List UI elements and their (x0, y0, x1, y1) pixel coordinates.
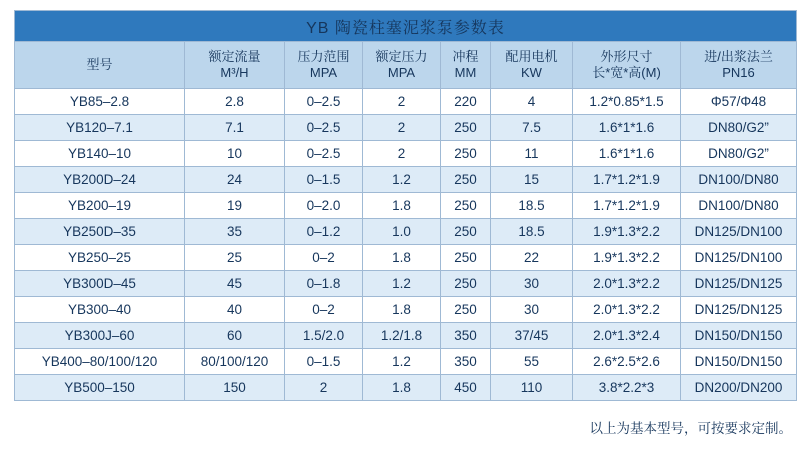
column-header-flange-line2: PN16 (722, 65, 755, 80)
cell-motor: 18.5 (491, 193, 573, 219)
table-row (15, 167, 797, 193)
cell-rated-pressure: 1.8 (363, 297, 441, 323)
cell-motor: 18.5 (491, 219, 573, 245)
table-row (15, 375, 797, 401)
cell-pressure-range: 0–1.5 (285, 167, 363, 193)
cell-stroke: 350 (441, 323, 491, 349)
cell-model: YB300–40 (15, 297, 185, 323)
column-header-pressure-range-line2: MPA (309, 65, 338, 80)
cell-dimensions: 1.7*1.2*1.9 (573, 193, 681, 219)
column-header-flange (681, 42, 797, 89)
cell-pressure-range: 0–2 (285, 245, 363, 271)
cell-flange: DN80/G2” (681, 115, 797, 141)
cell-model: YB400–80/100/120 (15, 349, 185, 375)
cell-dimensions: 1.7*1.2*1.9 (573, 167, 681, 193)
cell-stroke: 250 (441, 141, 491, 167)
cell-model: YB200D–24 (15, 167, 185, 193)
cell-motor: 55 (491, 349, 573, 375)
cell-pressure-range: 0–1.2 (285, 219, 363, 245)
column-header-dimensions-line2: 长*宽*高(M) (592, 65, 661, 80)
spec-table (14, 10, 797, 401)
table-row (15, 89, 797, 115)
cell-pressure-range: 2 (285, 375, 363, 401)
cell-dimensions: 1.9*1.3*2.2 (573, 245, 681, 271)
cell-dimensions: 1.6*1*1.6 (573, 115, 681, 141)
column-header-model (15, 42, 185, 89)
cell-dimensions: 1.2*0.85*1.5 (573, 89, 681, 115)
cell-flow: 35 (185, 219, 285, 245)
cell-flow: 19 (185, 193, 285, 219)
cell-model: YB250–25 (15, 245, 185, 271)
cell-flange: DN125/DN125 (681, 297, 797, 323)
footnote: 以上为基本型号，可按要求定制。 (589, 421, 792, 436)
cell-dimensions: 2.0*1.3*2.2 (573, 271, 681, 297)
table-row (15, 297, 797, 323)
cell-pressure-range: 0–2.0 (285, 193, 363, 219)
cell-flange: DN100/DN80 (681, 193, 797, 219)
cell-stroke: 250 (441, 271, 491, 297)
table-row (15, 349, 797, 375)
table-row (15, 219, 797, 245)
cell-rated-pressure: 2 (363, 89, 441, 115)
cell-rated-pressure: 1.0 (363, 219, 441, 245)
column-header-motor (491, 42, 573, 89)
table-body (15, 89, 797, 401)
column-header-flow-line1: 额定流量 (208, 49, 261, 64)
cell-flange: DN150/DN150 (681, 349, 797, 375)
column-header-flange-line1: 进/出浆法兰 (704, 49, 773, 64)
cell-flange: DN80/G2” (681, 141, 797, 167)
table-row (15, 141, 797, 167)
cell-flow: 7.1 (185, 115, 285, 141)
column-header-model-line1: 型号 (86, 57, 113, 72)
cell-flange: Φ57/Φ48 (681, 89, 797, 115)
cell-flow: 10 (185, 141, 285, 167)
column-header-stroke (441, 42, 491, 89)
cell-pressure-range: 0–2.5 (285, 89, 363, 115)
cell-rated-pressure: 1.8 (363, 193, 441, 219)
cell-rated-pressure: 1.8 (363, 245, 441, 271)
cell-rated-pressure: 1.2 (363, 167, 441, 193)
cell-flow: 24 (185, 167, 285, 193)
cell-flow: 2.8 (185, 89, 285, 115)
cell-model: YB200–19 (15, 193, 185, 219)
column-header-stroke-line2: MM (454, 65, 477, 80)
table-row (15, 245, 797, 271)
cell-motor: 30 (491, 297, 573, 323)
column-header-flow (185, 42, 285, 89)
spec-table-wrap (14, 10, 796, 401)
table-row (15, 193, 797, 219)
column-header-dimensions (573, 42, 681, 89)
cell-model: YB300J–60 (15, 323, 185, 349)
cell-rated-pressure: 1.2 (363, 349, 441, 375)
cell-motor: 7.5 (491, 115, 573, 141)
column-header-pressure-range (285, 42, 363, 89)
column-header-rated-pressure-line2: MPA (387, 65, 416, 80)
cell-dimensions: 3.8*2.2*3 (573, 375, 681, 401)
cell-pressure-range: 0–2.5 (285, 141, 363, 167)
cell-model: YB85–2.8 (15, 89, 185, 115)
table-header-row (15, 42, 797, 89)
cell-rated-pressure: 1.2/1.8 (363, 323, 441, 349)
cell-flow: 45 (185, 271, 285, 297)
cell-pressure-range: 0–1.5 (285, 349, 363, 375)
cell-stroke: 250 (441, 297, 491, 323)
cell-model: YB250D–35 (15, 219, 185, 245)
cell-stroke: 250 (441, 193, 491, 219)
table-row (15, 323, 797, 349)
column-header-pressure-range-line1: 压力范围 (297, 49, 350, 64)
cell-pressure-range: 1.5/2.0 (285, 323, 363, 349)
cell-rated-pressure: 1.2 (363, 271, 441, 297)
cell-motor: 110 (491, 375, 573, 401)
cell-dimensions: 2.0*1.3*2.2 (573, 297, 681, 323)
table-title-row (15, 11, 797, 42)
cell-stroke: 250 (441, 115, 491, 141)
cell-flow: 60 (185, 323, 285, 349)
cell-motor: 37/45 (491, 323, 573, 349)
cell-flange: DN125/DN100 (681, 219, 797, 245)
cell-model: YB120–7.1 (15, 115, 185, 141)
cell-pressure-range: 0–2.5 (285, 115, 363, 141)
table-row (15, 115, 797, 141)
column-header-motor-line2: KW (521, 65, 542, 80)
cell-flange: DN125/DN125 (681, 271, 797, 297)
column-header-rated-pressure-line1: 额定压力 (375, 49, 428, 64)
cell-flow: 150 (185, 375, 285, 401)
cell-rated-pressure: 1.8 (363, 375, 441, 401)
cell-motor: 11 (491, 141, 573, 167)
cell-flow: 25 (185, 245, 285, 271)
cell-motor: 30 (491, 271, 573, 297)
column-header-flow-line2: M³/H (220, 65, 249, 80)
cell-dimensions: 2.0*1.3*2.4 (573, 323, 681, 349)
cell-stroke: 450 (441, 375, 491, 401)
column-header-rated-pressure (363, 42, 441, 89)
cell-flange: DN150/DN150 (681, 323, 797, 349)
column-header-stroke-line1: 冲程 (452, 49, 479, 64)
cell-stroke: 220 (441, 89, 491, 115)
cell-motor: 15 (491, 167, 573, 193)
cell-motor: 4 (491, 89, 573, 115)
cell-stroke: 350 (441, 349, 491, 375)
table-title: YB 陶瓷柱塞泥浆泵参数表 (15, 11, 797, 42)
cell-dimensions: 1.9*1.3*2.2 (573, 219, 681, 245)
cell-model: YB140–10 (15, 141, 185, 167)
cell-flow: 40 (185, 297, 285, 323)
cell-stroke: 250 (441, 245, 491, 271)
cell-model: YB300D–45 (15, 271, 185, 297)
column-header-motor-line1: 配用电机 (505, 49, 558, 64)
cell-dimensions: 2.6*2.5*2.6 (573, 349, 681, 375)
cell-flange: DN200/DN200 (681, 375, 797, 401)
cell-motor: 22 (491, 245, 573, 271)
cell-pressure-range: 0–2 (285, 297, 363, 323)
column-header-dimensions-line1: 外形尺寸 (600, 49, 653, 64)
cell-stroke: 250 (441, 167, 491, 193)
cell-pressure-range: 0–1.8 (285, 271, 363, 297)
table-row (15, 271, 797, 297)
cell-flow: 80/100/120 (185, 349, 285, 375)
cell-dimensions: 1.6*1*1.6 (573, 141, 681, 167)
cell-flange: DN125/DN100 (681, 245, 797, 271)
cell-model: YB500–150 (15, 375, 185, 401)
cell-rated-pressure: 2 (363, 141, 441, 167)
cell-flange: DN100/DN80 (681, 167, 797, 193)
cell-rated-pressure: 2 (363, 115, 441, 141)
cell-stroke: 250 (441, 219, 491, 245)
